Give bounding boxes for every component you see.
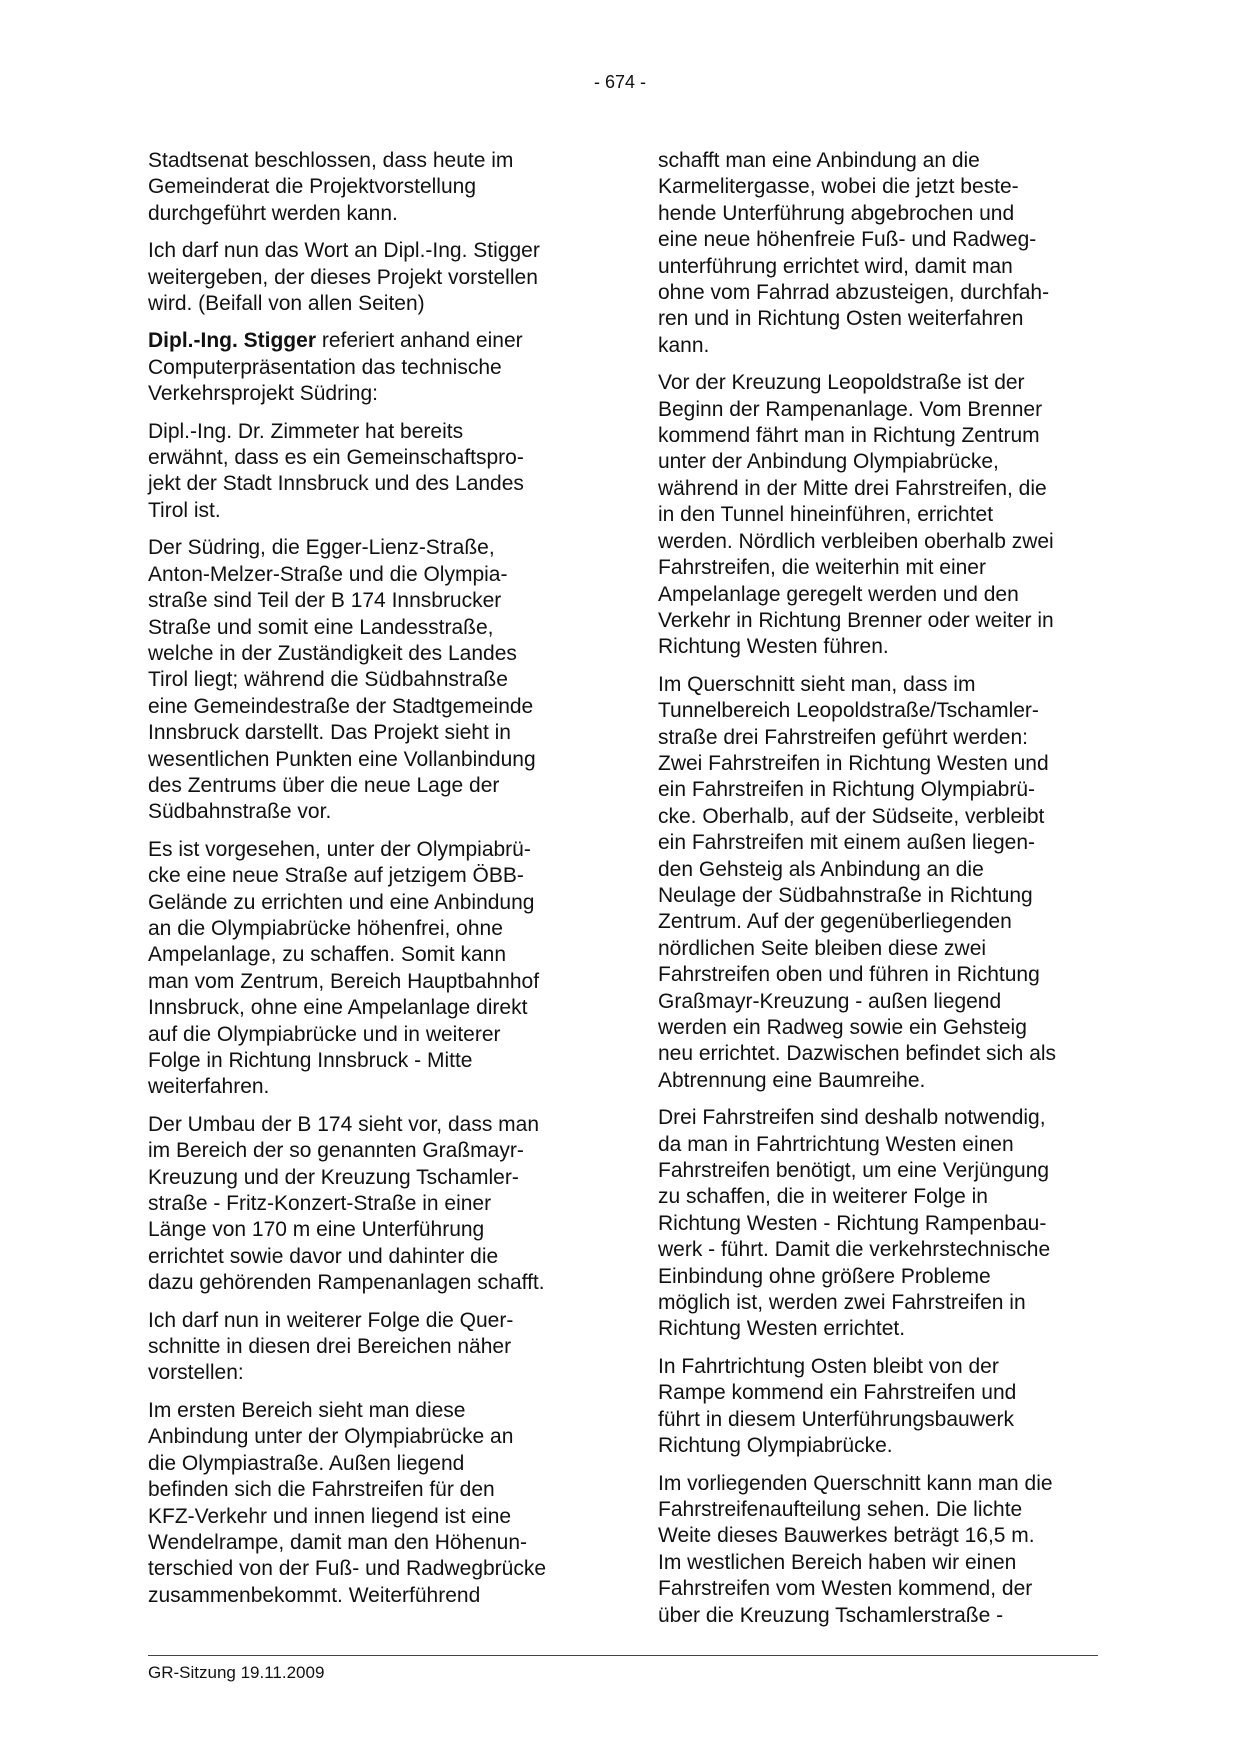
paragraph: Vor der Kreuzung Leopoldstraße ist der Beginn der Rampenanlage. Vom Brenner kommend fährt man in Richtung Zentrum unter der Anbindung Olympiabrücke, während in der Mitte drei Fahrstreifen, die in den Tunnel hineinführen, errichtet werden. Nördlich verbleiben oberhalb zwei Fahrstreifen, die weiterhin mit einer Ampelanlage geregelt werden und den Verkehr in Richtung Brenner oder weiter in Richtung Westen führen. [658,371,1054,659]
paragraph: Dipl.-Ing. Dr. Zimmeter hat bereits erwähnt, dass es ein Gemeinschaftspro- jekt der Stadt Innsbruck und des Landes Tirol ist. [148,419,524,522]
page-number: - 674 - [593,72,647,92]
paragraph: Stadtsenat beschlossen, dass heute im Gemeinderat die Projektvorstellung durchgeführt werden kann. [148,149,514,225]
paragraph: In Fahrtrichtung Osten bleibt von der Rampe kommend ein Fahrstreifen und führt in diesem Unterführungsbauwerk Richtung Olympiabrücke. [658,1354,1017,1458]
paragraph: Dipl.-Ing. Stigger referiert anhand einer Computerpräsentation das technische Verkehrsprojekt Südring: [148,329,523,406]
footer-divider [148,1655,1098,1656]
paragraph: Der Südring, die Egger-Lienz-Straße, Anton-Melzer-Straße und die Olympia- straße sind Teil der B 174 Innsbrucker Straße und somit eine Landesstraße, welche in der Zuständigkeit des Landes Tirol liegt; während die Südbahnstraße eine Gemeindestraße der Stadtgemeinde Innsbruck darstellt. Das Projekt sieht in wesentlichen Punkten eine Vollanbindung des Zentrums über die neue Lage der Südbahnstraße vor. [148,536,536,824]
paragraph: Im Querschnitt sieht man, dass im Tunnelbereich Leopoldstraße/Tschamler- straße drei Fahrstreifen geführt werden: Zwei Fahrstreifen in Richtung Westen und ein Fahrstreifen in Richtung Olympiabrü- cke. Oberhalb, auf der Südseite, verbleibt ein Fahrstreifen mit einem außen liegen- den Gehsteig als Anbindung an die Neulage der Südbahnstraße in Richtung Zentrum. Auf der gegenüberliegenden nördlichen Seite bleiben diese zwei Fahrstreifen oben und führen in Richtung Graßmayr-Kreuzung - außen liegend werden ein Radweg sowie ein Gehsteig neu errichtet. Dazwischen befindet sich als Abtrennung eine Baumreihe. [658,672,1057,1092]
speaker-name: Dipl.-Ing. Stigger [148,329,316,353]
paragraph: Im vorliegenden Querschnitt kann man die Fahrstreifenaufteilung sehen. Die lichte Weite dieses Bauwerkes beträgt 16,5 m. Im westlichen Bereich haben wir einen Fahrstreifen vom Westen kommend, der über die Kreuzung Tschamlerstraße - [658,1471,1053,1627]
paragraph: schafft man eine Anbindung an die Karmelitergasse, wobei die jetzt beste- hende Unterführung abgebrochen und eine neue höhenfreie Fuß- und Radweg- unterführung errichtet wird, damit man ohne vom Fahrrad abzusteigen, durchfah- ren und in Richtung Osten weiterfahren kann. [658,149,1050,357]
paragraph: Der Umbau der B 174 sieht vor, dass man im Bereich der so genannten Graßmayr- Kreuzung und der Kreuzung Tschamler- straße - Fritz-Konzert-Straße in einer Länge von 170 m eine Unterführung errichtet sowie davor und dahinter die dazu gehörenden Rampenanlagen schafft. [148,1112,545,1295]
paragraph: Ich darf nun in weiterer Folge die Quer- schnitte in diesen drei Bereichen näher vorstellen: [148,1308,514,1385]
left-column [148,148,598,1620]
paragraph: Ich darf nun das Wort an Dipl.-Ing. Stigger weitergeben, der dieses Projekt vorstellen wird. (Beifall von allen Seiten) [148,239,540,316]
right-column [658,148,1098,1640]
paragraph: Es ist vorgesehen, unter der Olympiabrü- cke eine neue Straße auf jetzigem ÖBB- Gelände zu errichten und eine Anbindung an die Olympiabrücke höhenfrei, ohne Ampelanlage, zu schaffen. Somit kann man vom Zentrum, Bereich Hauptbahnhof Innsbruck, ohne eine Ampelanlage direkt auf die Olympiabrücke und in weiterer Folge in Richtung Innsbruck - Mitte weiterfahren. [148,837,540,1099]
footer-session-date: GR-Sitzung 19.11.2009 [148,1663,325,1682]
paragraph: Im ersten Bereich sieht man diese Anbindung unter der Olympiabrücke an die Olympiastraße. Außen liegend befinden sich die Fahrstreifen für den KFZ-Verkehr und innen liegend ist eine Wendelrampe, damit man den Höhenun- terschied von der Fuß- und Radwegbrücke zusammenbekommt. Weiterführend [148,1398,547,1607]
paragraph: Drei Fahrstreifen sind deshalb notwendig, da man in Fahrtrichtung Westen einen Fahrstreifen benötigt, um eine Verjüngung zu schaffen, die in weiterer Folge in Richtung Westen - Richtung Rampenbau- werk - führt. Damit die verkehrstechnische Einbindung ohne größere Probleme möglich ist, werden zwei Fahrstreifen in Richtung Westen errichtet. [658,1106,1051,1341]
